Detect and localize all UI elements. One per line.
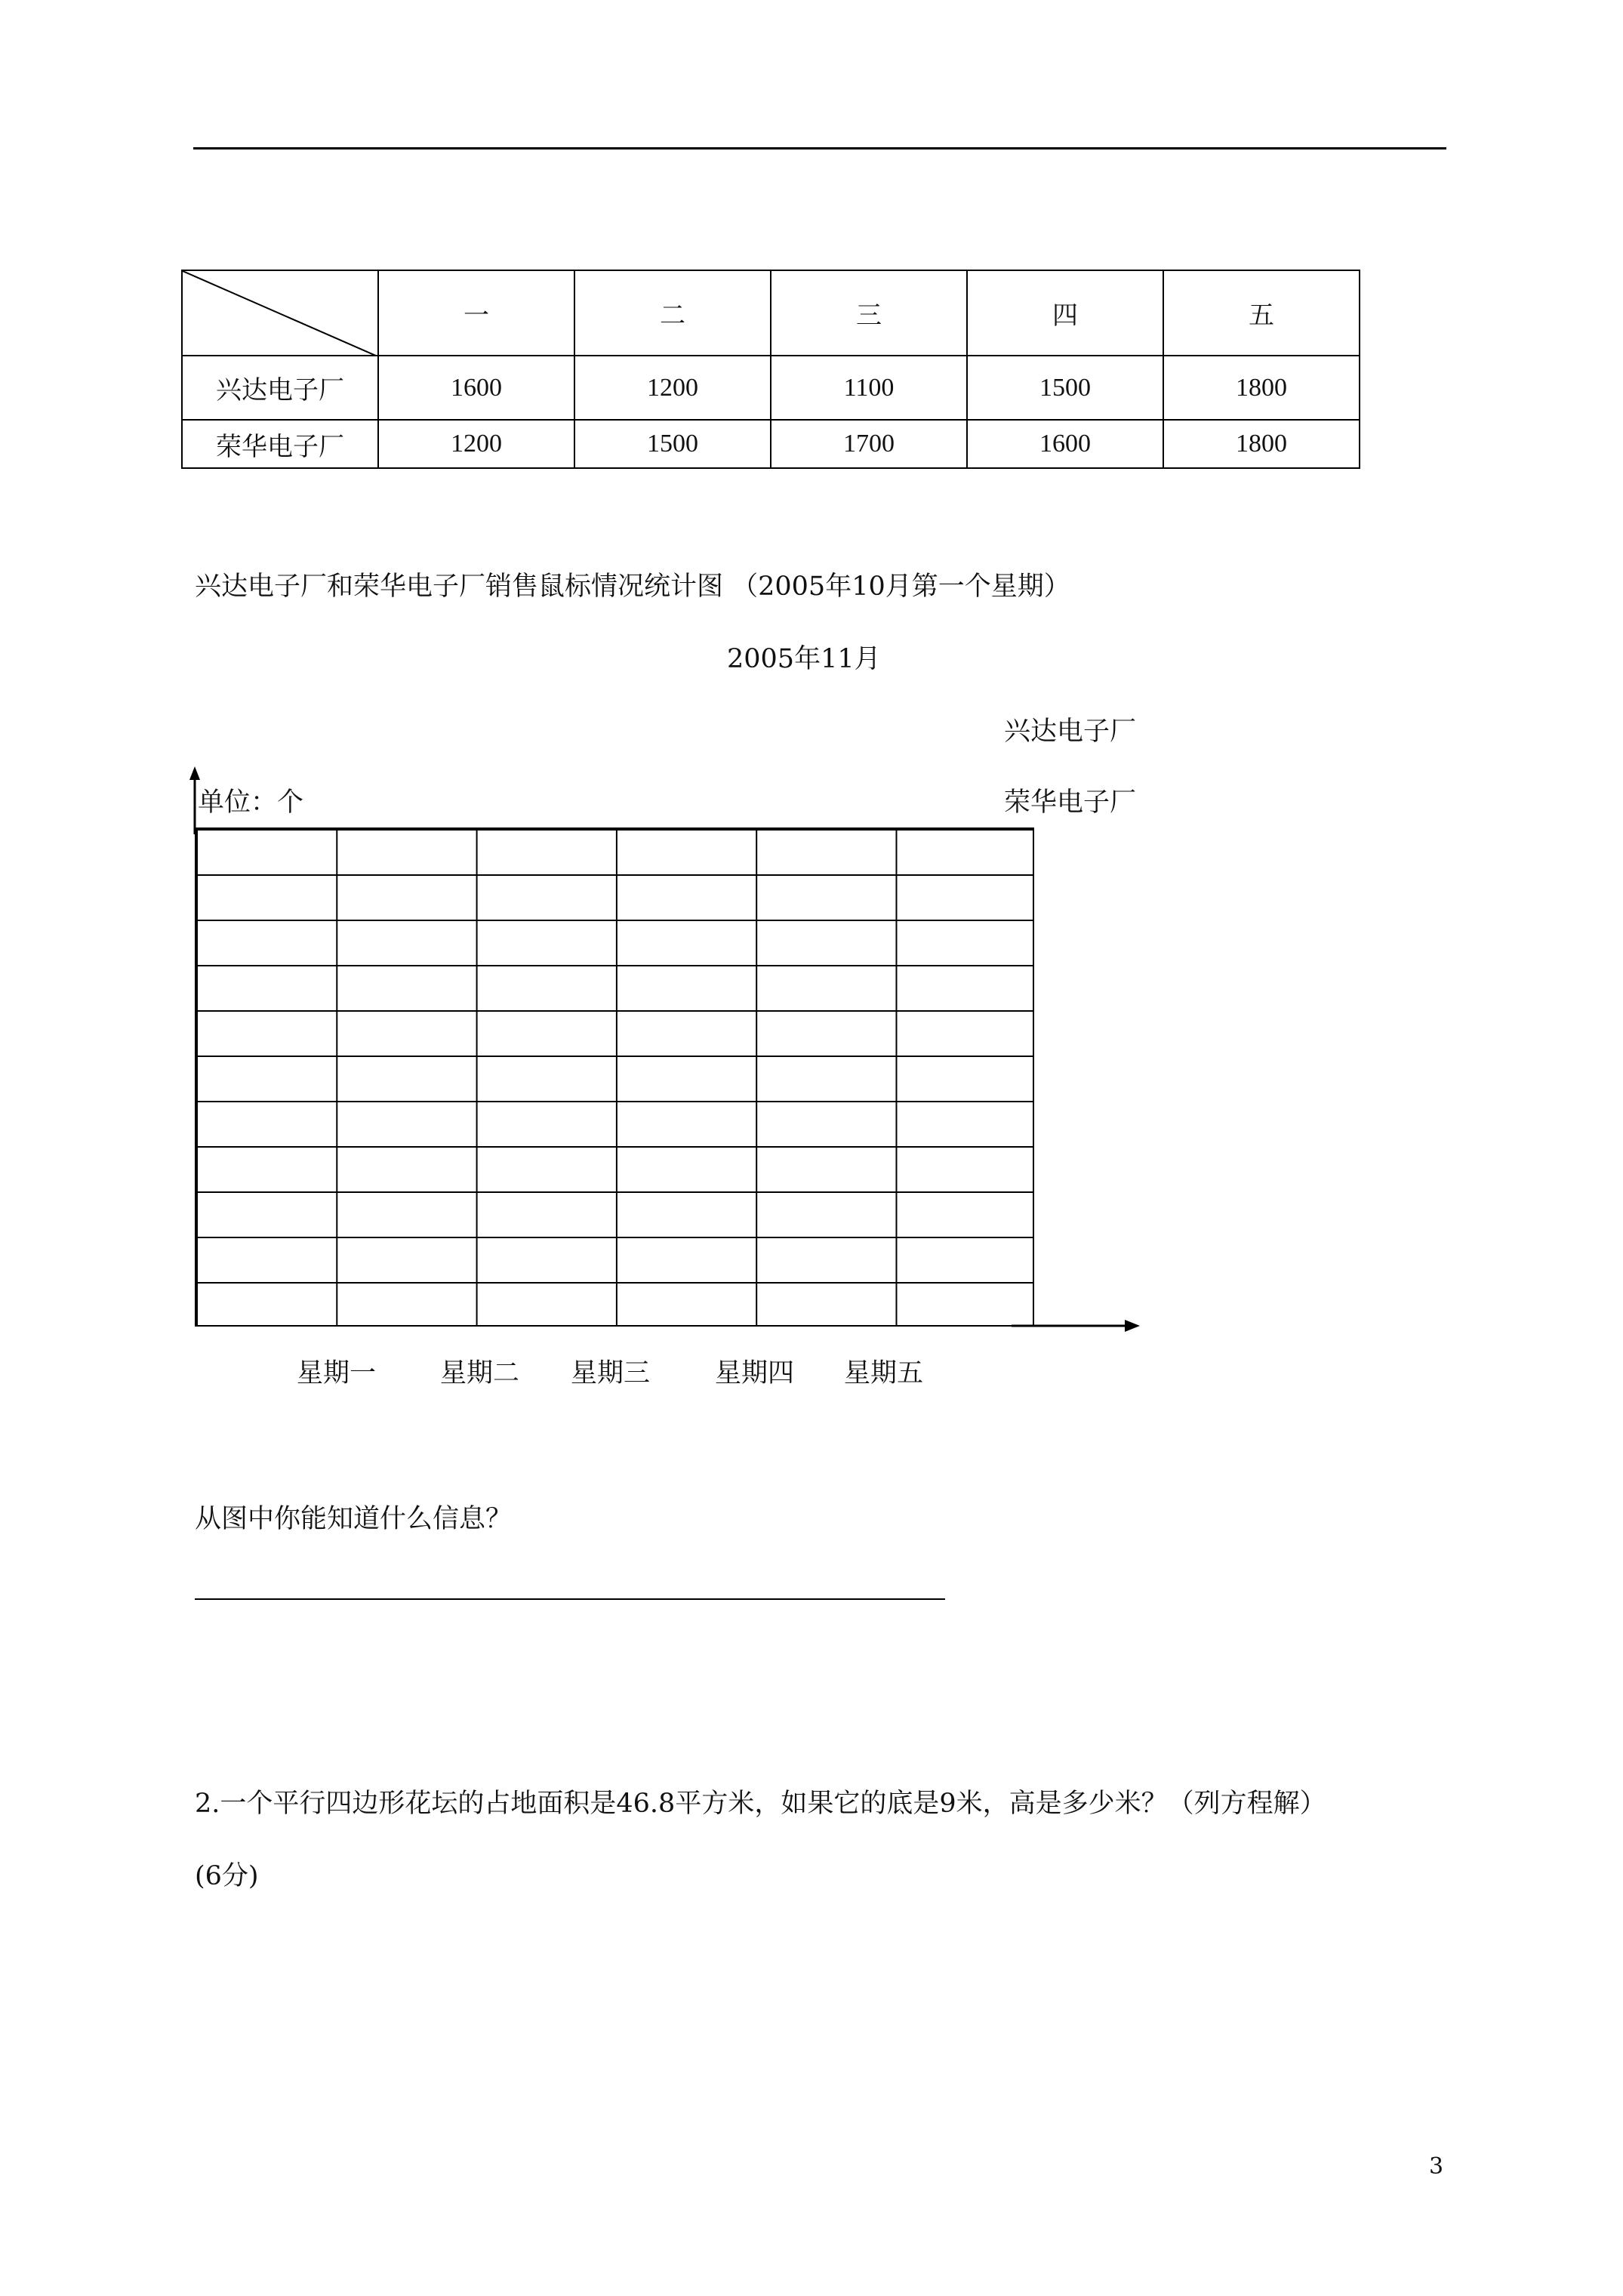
- table-cell: 1800: [1163, 356, 1360, 420]
- empty-chart-grid: [195, 827, 1034, 1327]
- x-axis-arrow: [1012, 1314, 1140, 1337]
- column-header: 四: [967, 270, 1163, 356]
- page-number: 3: [1429, 2153, 1444, 2180]
- table-cell: 1500: [574, 420, 771, 468]
- table-cell: 1700: [771, 420, 967, 468]
- table-row: [182, 356, 1360, 420]
- x-axis-label: 星期四: [715, 1358, 795, 1388]
- column-header: 五: [1163, 270, 1360, 356]
- table-cell: 1200: [574, 356, 771, 420]
- table-cell: 1800: [1163, 420, 1360, 468]
- row-label: 荣华电子厂: [182, 420, 378, 468]
- diagonal-line: [183, 271, 377, 356]
- row-label: 兴达电子厂: [182, 356, 378, 420]
- table-cell: 1600: [378, 356, 574, 420]
- y-axis-arrow: [186, 766, 204, 834]
- question-2: 2.一个平行四边形花坛的占地面积是46.8平方米，如果它的底是9米，高是多少米？（列方程解）: [195, 1789, 1326, 1819]
- table-cell: 1600: [967, 420, 1163, 468]
- header-rule: [193, 147, 1446, 149]
- legend-item: 荣华电子厂: [1004, 787, 1137, 818]
- diagonal-header-cell: [182, 270, 378, 356]
- unit-label: 单位：个: [198, 787, 304, 818]
- question-2-score: (6分): [195, 1861, 259, 1891]
- column-header: 一: [378, 270, 574, 356]
- x-axis-label: 星期一: [297, 1358, 377, 1388]
- chart-title: 兴达电子厂和荣华电子厂销售鼠标情况统计图 （2005年10月第一个星期）: [195, 572, 1070, 602]
- answer-line[interactable]: [195, 1598, 945, 1600]
- column-header: 二: [574, 270, 771, 356]
- sales-data-table: [181, 270, 1360, 469]
- table-cell: 1500: [967, 356, 1163, 420]
- legend-item: 兴达电子厂: [1004, 717, 1137, 747]
- x-axis-label: 星期二: [440, 1358, 520, 1388]
- table-cell: 1200: [378, 420, 574, 468]
- table-cell: 1100: [771, 356, 967, 420]
- chart-date: 2005年11月: [727, 644, 881, 674]
- column-header: 三: [771, 270, 967, 356]
- question-1: 从图中你能知道什么信息？: [195, 1504, 513, 1534]
- x-axis-label: 星期三: [571, 1358, 651, 1388]
- table-row: [182, 420, 1360, 468]
- x-axis-label: 星期五: [844, 1358, 924, 1388]
